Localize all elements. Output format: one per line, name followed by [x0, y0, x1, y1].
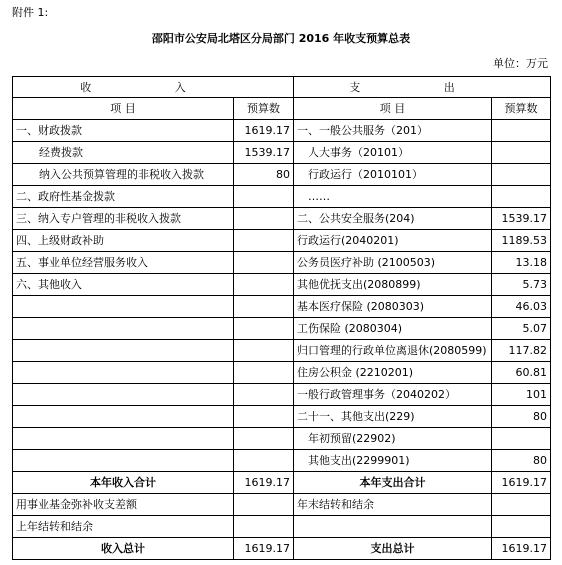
fund-gap-value [234, 494, 294, 516]
income-value-cell [234, 428, 294, 450]
income-value-cell [234, 230, 294, 252]
expense-item-cell: 二十一、其他支出(229) [294, 406, 492, 428]
income-item-cell [13, 340, 234, 362]
table-row [13, 252, 551, 274]
expense-section-header: 支 出 [294, 77, 551, 98]
table-row [13, 406, 551, 428]
grand-income-value: 1619.17 [234, 538, 294, 560]
grand-total-row [13, 538, 551, 560]
expense-value-cell: 13.18 [492, 252, 551, 274]
expense-item-cell: 一、一般公共服务（201） [294, 120, 492, 142]
expense-value-cell: 80 [492, 450, 551, 472]
table-row [13, 362, 551, 384]
expense-value-cell: 5.07 [492, 318, 551, 340]
income-item-cell: 经费拨款 [13, 142, 234, 164]
income-value-cell [234, 274, 294, 296]
blank-cell [294, 516, 492, 538]
income-item-cell [13, 296, 234, 318]
table-row [13, 186, 551, 208]
income-value-cell [234, 318, 294, 340]
table-row [13, 164, 551, 186]
income-item-cell: 二、政府性基金拨款 [13, 186, 234, 208]
expense-value-cell [492, 142, 551, 164]
prev-carryover-value [234, 516, 294, 538]
income-value-cell [234, 384, 294, 406]
income-item-cell [13, 450, 234, 472]
expense-value-cell [492, 164, 551, 186]
table-row [13, 296, 551, 318]
expense-item-cell: 行政运行（2010101） [294, 164, 492, 186]
blank-cell [492, 516, 551, 538]
grand-expense-label: 支出总计 [294, 538, 492, 560]
expense-item-cell: 基本医疗保险 (2080303) [294, 296, 492, 318]
income-total-value: 1619.17 [234, 472, 294, 494]
attachment-label: 附件 1: [12, 6, 49, 19]
expense-value-cell: 46.03 [492, 296, 551, 318]
table-row [13, 142, 551, 164]
income-value-cell [234, 252, 294, 274]
expense-value-cell: 1189.53 [492, 230, 551, 252]
expense-item-cell: 人大事务（20101） [294, 142, 492, 164]
income-item-cell [13, 362, 234, 384]
income-item-cell [13, 384, 234, 406]
table-row [13, 340, 551, 362]
income-value-cell [234, 186, 294, 208]
expense-value-cell: 5.73 [492, 274, 551, 296]
income-item-cell: 五、事业单位经营服务收入 [13, 252, 234, 274]
table-row [13, 120, 551, 142]
income-item-cell: 纳入公共预算管理的非税收入拨款 [13, 164, 234, 186]
income-item-cell: 四、上级财政补助 [13, 230, 234, 252]
expense-value-cell: 101 [492, 384, 551, 406]
income-value-cell [234, 340, 294, 362]
expense-item-cell: 其他支出(2299901) [294, 450, 492, 472]
expense-item-cell: 二、公共安全服务(204) [294, 208, 492, 230]
table-row [13, 428, 551, 450]
income-total-label: 本年收入合计 [13, 472, 234, 494]
expense-value-cell: 117.82 [492, 340, 551, 362]
grand-expense-value: 1619.17 [492, 538, 551, 560]
expense-value-cell: 60.81 [492, 362, 551, 384]
table-row [13, 208, 551, 230]
expense-value-cell [492, 428, 551, 450]
income-item-cell [13, 406, 234, 428]
expense-item-cell: 公务员医疗补助 (2100503) [294, 252, 492, 274]
expense-total-value: 1619.17 [492, 472, 551, 494]
income-value-cell: 80 [234, 164, 294, 186]
prev-carryover-row [13, 516, 551, 538]
income-value-cell [234, 406, 294, 428]
budget-table [12, 76, 551, 560]
section-header-row [13, 77, 551, 98]
expense-item-cell: 其他优抚支出(2080899) [294, 274, 492, 296]
expense-item-cell: 行政运行(2040201) [294, 230, 492, 252]
income-value-cell [234, 362, 294, 384]
table-row [13, 318, 551, 340]
expense-item-cell: 一般行政管理事务（2040202） [294, 384, 492, 406]
expense-value-cell: 80 [492, 406, 551, 428]
expense-value-cell [492, 186, 551, 208]
table-row [13, 384, 551, 406]
expense-item-cell: 年初预留(22902) [294, 428, 492, 450]
income-value-cell [234, 296, 294, 318]
fund-gap-row [13, 494, 551, 516]
income-section-header: 收 入 [13, 77, 294, 98]
income-item-cell: 一、财政拨款 [13, 120, 234, 142]
income-value-cell [234, 208, 294, 230]
expense-total-label: 本年支出合计 [294, 472, 492, 494]
column-header-row [13, 98, 551, 120]
expense-value-cell [492, 120, 551, 142]
year-end-value [492, 494, 551, 516]
year-end-label: 年末结转和结余 [294, 494, 492, 516]
expense-item-header: 项 目 [294, 98, 492, 120]
fund-gap-label: 用事业基金弥补收支差额 [13, 494, 234, 516]
income-value-cell [234, 450, 294, 472]
expense-item-cell: 工伤保险 (2080304) [294, 318, 492, 340]
income-budget-header: 预算数 [234, 98, 294, 120]
expense-value-cell: 1539.17 [492, 208, 551, 230]
income-total-row [13, 472, 551, 494]
income-value-cell: 1539.17 [234, 142, 294, 164]
table-row [13, 230, 551, 252]
prev-carryover-label: 上年结转和结余 [13, 516, 234, 538]
income-item-cell: 三、纳入专户管理的非税收入拨款 [13, 208, 234, 230]
expense-item-cell: …… [294, 186, 492, 208]
expense-budget-header: 预算数 [492, 98, 551, 120]
page-title: 邵阳市公安局北塔区分局部门 2016 年收支预算总表 [151, 32, 411, 45]
unit-label: 单位：万元 [493, 57, 548, 70]
table-row [13, 450, 551, 472]
income-item-cell [13, 318, 234, 340]
income-item-cell: 六、其他收入 [13, 274, 234, 296]
expense-item-cell: 住房公积金 (2210201) [294, 362, 492, 384]
grand-income-label: 收入总计 [13, 538, 234, 560]
income-item-header: 项 目 [13, 98, 234, 120]
expense-item-cell: 归口管理的行政单位离退休(2080599) [294, 340, 492, 362]
table-row [13, 274, 551, 296]
income-item-cell [13, 428, 234, 450]
income-value-cell: 1619.17 [234, 120, 294, 142]
